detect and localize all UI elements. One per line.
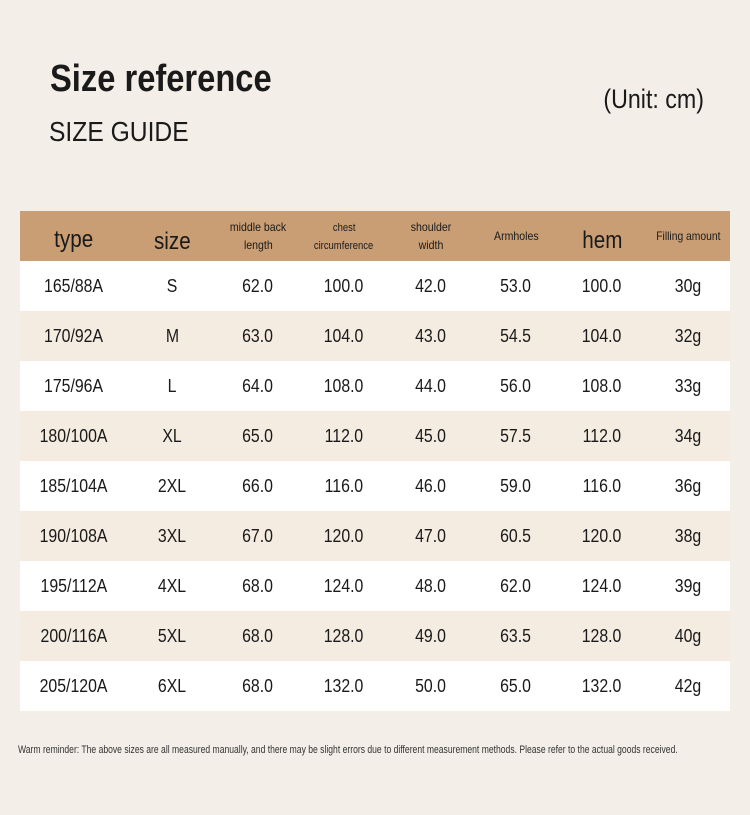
table-row: [20, 661, 730, 711]
cell-type: 205/120A: [20, 661, 128, 711]
cell-hem: 124.0: [558, 561, 646, 611]
header-hem: hem: [558, 211, 646, 261]
cell-hem: 104.0: [558, 311, 646, 361]
cell-chest: 128.0: [300, 611, 388, 661]
cell-type: 190/108A: [20, 511, 128, 561]
cell-hem: 108.0: [558, 361, 646, 411]
cell-shoulder: 46.0: [388, 461, 474, 511]
cell-middle-back-length: 68.0: [216, 561, 300, 611]
cell-filling: 42g: [646, 661, 730, 711]
cell-middle-back-length: 65.0: [216, 411, 300, 461]
cell-armholes: 53.0: [474, 261, 558, 311]
cell-armholes: 57.5: [474, 411, 558, 461]
table-row: [20, 261, 730, 311]
header-filling-amount: Filling amount: [646, 211, 730, 261]
cell-size: 5XL: [128, 611, 216, 661]
cell-filling: 34g: [646, 411, 730, 461]
table-row: [20, 461, 730, 511]
cell-hem: 112.0: [558, 411, 646, 461]
header-chest-circumference: chest circumference: [300, 211, 388, 261]
cell-type: 170/92A: [20, 311, 128, 361]
cell-shoulder: 49.0: [388, 611, 474, 661]
cell-chest: 112.0: [300, 411, 388, 461]
cell-filling: 32g: [646, 311, 730, 361]
cell-size: 6XL: [128, 661, 216, 711]
cell-shoulder: 42.0: [388, 261, 474, 311]
cell-middle-back-length: 62.0: [216, 261, 300, 311]
cell-shoulder: 44.0: [388, 361, 474, 411]
cell-type: 165/88A: [20, 261, 128, 311]
cell-shoulder: 43.0: [388, 311, 474, 361]
table-header-row: [20, 211, 730, 261]
cell-hem: 128.0: [558, 611, 646, 661]
cell-chest: 132.0: [300, 661, 388, 711]
cell-armholes: 65.0: [474, 661, 558, 711]
cell-type: 185/104A: [20, 461, 128, 511]
cell-size: XL: [128, 411, 216, 461]
cell-chest: 124.0: [300, 561, 388, 611]
cell-armholes: 60.5: [474, 511, 558, 561]
cell-filling: 36g: [646, 461, 730, 511]
table-row: [20, 311, 730, 361]
cell-shoulder: 48.0: [388, 561, 474, 611]
cell-middle-back-length: 68.0: [216, 661, 300, 711]
table-row: [20, 611, 730, 661]
table-row: [20, 411, 730, 461]
cell-middle-back-length: 68.0: [216, 611, 300, 661]
header-type: type: [20, 211, 128, 261]
cell-type: 180/100A: [20, 411, 128, 461]
cell-shoulder: 45.0: [388, 411, 474, 461]
size-table: [20, 211, 730, 711]
table-row: [20, 561, 730, 611]
cell-chest: 116.0: [300, 461, 388, 511]
cell-middle-back-length: 66.0: [216, 461, 300, 511]
cell-shoulder: 50.0: [388, 661, 474, 711]
cell-hem: 120.0: [558, 511, 646, 561]
cell-middle-back-length: 67.0: [216, 511, 300, 561]
cell-filling: 33g: [646, 361, 730, 411]
cell-type: 175/96A: [20, 361, 128, 411]
cell-hem: 100.0: [558, 261, 646, 311]
cell-armholes: 54.5: [474, 311, 558, 361]
cell-hem: 132.0: [558, 661, 646, 711]
cell-chest: 120.0: [300, 511, 388, 561]
cell-armholes: 59.0: [474, 461, 558, 511]
cell-chest: 108.0: [300, 361, 388, 411]
table-row: [20, 511, 730, 561]
cell-armholes: 63.5: [474, 611, 558, 661]
cell-middle-back-length: 64.0: [216, 361, 300, 411]
header-middle-back-length: middle back length: [216, 211, 300, 261]
cell-size: 4XL: [128, 561, 216, 611]
page-title: Size reference: [50, 58, 272, 100]
cell-armholes: 56.0: [474, 361, 558, 411]
cell-type: 195/112A: [20, 561, 128, 611]
header-armholes: Armholes: [474, 211, 558, 261]
cell-size: L: [128, 361, 216, 411]
cell-hem: 116.0: [558, 461, 646, 511]
cell-armholes: 62.0: [474, 561, 558, 611]
cell-filling: 40g: [646, 611, 730, 661]
cell-chest: 104.0: [300, 311, 388, 361]
cell-shoulder: 47.0: [388, 511, 474, 561]
table-row: [20, 361, 730, 411]
cell-filling: 39g: [646, 561, 730, 611]
cell-type: 200/116A: [20, 611, 128, 661]
cell-filling: 38g: [646, 511, 730, 561]
cell-chest: 100.0: [300, 261, 388, 311]
warm-reminder-note: Warm reminder: The above sizes are all measured manually, and there may be slight errors due to different measurement methods. Please refer to the actual goods received.: [18, 744, 678, 756]
cell-middle-back-length: 63.0: [216, 311, 300, 361]
unit-label: (Unit: cm): [603, 84, 704, 114]
header-shoulder-width: shoulder width: [388, 211, 474, 261]
cell-size: 3XL: [128, 511, 216, 561]
cell-size: 2XL: [128, 461, 216, 511]
cell-filling: 30g: [646, 261, 730, 311]
page-subtitle: SIZE GUIDE: [49, 116, 189, 147]
header-size: size: [128, 211, 216, 261]
cell-size: M: [128, 311, 216, 361]
cell-size: S: [128, 261, 216, 311]
